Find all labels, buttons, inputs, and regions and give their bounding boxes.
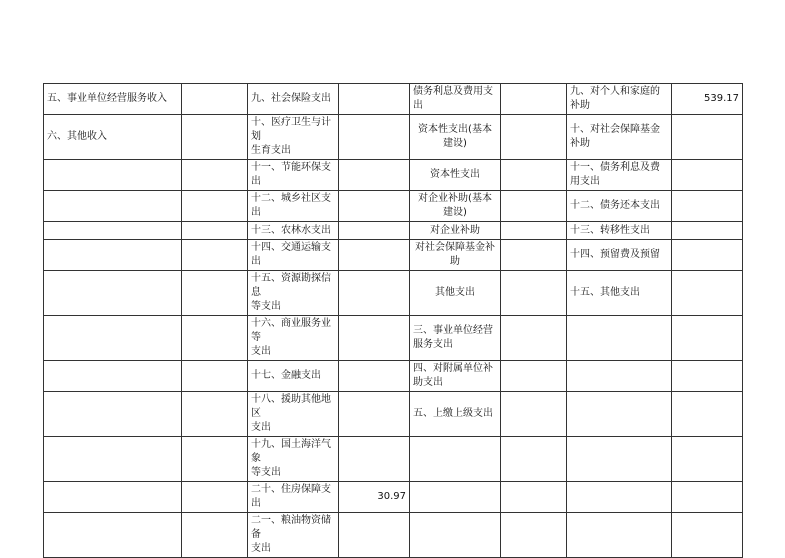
table-cell	[44, 361, 182, 392]
table-cell	[182, 271, 248, 316]
table-cell	[410, 513, 501, 558]
table-cell: 十五、资源勘探信息 等支出	[248, 271, 339, 316]
table-cell	[339, 222, 410, 240]
table-row	[44, 316, 743, 361]
table-cell	[339, 271, 410, 316]
table-cell	[182, 115, 248, 160]
table-cell	[44, 271, 182, 316]
table-cell	[567, 513, 672, 558]
table-cell	[339, 240, 410, 271]
table-cell	[672, 513, 743, 558]
table-cell	[339, 437, 410, 482]
table-cell	[44, 160, 182, 191]
table-cell	[501, 160, 567, 191]
budget-table	[43, 83, 743, 558]
table-cell: 十四、交通运输支出	[248, 240, 339, 271]
table-cell	[182, 392, 248, 437]
table-cell: 资本性支出(基本 建设)	[410, 115, 501, 160]
table-cell: 其他支出	[410, 271, 501, 316]
table-cell: 30.97	[339, 482, 410, 513]
table-cell: 十一、债务利息及费 用支出	[567, 160, 672, 191]
table-cell	[44, 240, 182, 271]
table-cell	[182, 316, 248, 361]
table-cell: 十二、债务还本支出	[567, 191, 672, 222]
table-cell	[339, 392, 410, 437]
table-cell: 十二、城乡社区支出	[248, 191, 339, 222]
table-row	[44, 482, 743, 513]
table-cell	[501, 271, 567, 316]
table-cell: 二一、粮油物资储备 支出	[248, 513, 339, 558]
table-cell	[182, 84, 248, 115]
table-cell: 五、事业单位经营服务收入	[44, 84, 182, 115]
table-cell	[501, 513, 567, 558]
table-cell	[410, 482, 501, 513]
table-cell: 十五、其他支出	[567, 271, 672, 316]
table-cell	[182, 513, 248, 558]
table-cell	[182, 437, 248, 482]
table-row	[44, 513, 743, 558]
budget-table-body	[44, 84, 743, 558]
table-cell	[339, 361, 410, 392]
table-cell	[182, 361, 248, 392]
table-cell	[182, 222, 248, 240]
table-cell	[672, 222, 743, 240]
table-row	[44, 271, 743, 316]
table-cell	[501, 437, 567, 482]
table-cell	[567, 392, 672, 437]
table-cell	[44, 222, 182, 240]
table-cell	[410, 437, 501, 482]
table-cell: 对社会保障基金补 助	[410, 240, 501, 271]
table-cell	[672, 482, 743, 513]
table-cell: 十一、节能环保支出	[248, 160, 339, 191]
table-cell	[501, 115, 567, 160]
table-cell	[44, 392, 182, 437]
table-cell	[672, 271, 743, 316]
table-cell	[567, 316, 672, 361]
table-row	[44, 84, 743, 115]
table-row	[44, 392, 743, 437]
table-cell	[501, 316, 567, 361]
table-cell: 539.17	[672, 84, 743, 115]
table-cell: 债务利息及费用支 出	[410, 84, 501, 115]
table-cell	[44, 437, 182, 482]
table-cell	[501, 191, 567, 222]
table-cell	[44, 191, 182, 222]
table-cell	[501, 361, 567, 392]
table-cell: 十七、金融支出	[248, 361, 339, 392]
table-cell	[501, 392, 567, 437]
table-cell	[672, 392, 743, 437]
table-row	[44, 160, 743, 191]
table-cell	[567, 361, 672, 392]
table-row	[44, 115, 743, 160]
table-row	[44, 222, 743, 240]
table-cell: 资本性支出	[410, 160, 501, 191]
table-cell	[672, 316, 743, 361]
table-cell: 对企业补助	[410, 222, 501, 240]
table-cell	[44, 513, 182, 558]
table-row	[44, 240, 743, 271]
table-cell	[501, 222, 567, 240]
table-cell: 二十、住房保障支出	[248, 482, 339, 513]
table-cell	[567, 482, 672, 513]
table-cell	[339, 84, 410, 115]
table-cell	[339, 191, 410, 222]
table-cell: 十、医疗卫生与计划 生育支出	[248, 115, 339, 160]
table-cell	[672, 437, 743, 482]
table-cell	[44, 316, 182, 361]
table-cell: 十八、援助其他地区 支出	[248, 392, 339, 437]
table-cell	[672, 191, 743, 222]
table-cell: 对企业补助(基本 建设)	[410, 191, 501, 222]
table-cell: 九、社会保险支出	[248, 84, 339, 115]
table-row	[44, 437, 743, 482]
table-cell	[567, 437, 672, 482]
table-cell	[501, 482, 567, 513]
table-cell	[182, 191, 248, 222]
table-cell: 五、上缴上级支出	[410, 392, 501, 437]
table-cell: 十三、转移性支出	[567, 222, 672, 240]
table-cell	[672, 240, 743, 271]
table-cell	[339, 316, 410, 361]
table-cell	[672, 160, 743, 191]
table-cell: 十四、预留费及预留	[567, 240, 672, 271]
table-cell	[339, 513, 410, 558]
table-cell	[672, 361, 743, 392]
table-cell: 十六、商业服务业等 支出	[248, 316, 339, 361]
table-cell	[339, 115, 410, 160]
table-cell: 六、其他收入	[44, 115, 182, 160]
table-row	[44, 191, 743, 222]
table-cell: 四、对附属单位补 助支出	[410, 361, 501, 392]
table-cell	[501, 240, 567, 271]
table-cell	[182, 482, 248, 513]
table-cell	[182, 240, 248, 271]
table-cell: 十九、国土海洋气象 等支出	[248, 437, 339, 482]
table-row	[44, 361, 743, 392]
table-cell: 三、事业单位经营 服务支出	[410, 316, 501, 361]
table-cell: 九、对个人和家庭的 补助	[567, 84, 672, 115]
table-cell	[182, 160, 248, 191]
table-cell: 十三、农林水支出	[248, 222, 339, 240]
table-cell	[672, 115, 743, 160]
table-cell	[44, 482, 182, 513]
table-cell: 十、对社会保障基金 补助	[567, 115, 672, 160]
table-cell	[339, 160, 410, 191]
table-cell	[501, 84, 567, 115]
